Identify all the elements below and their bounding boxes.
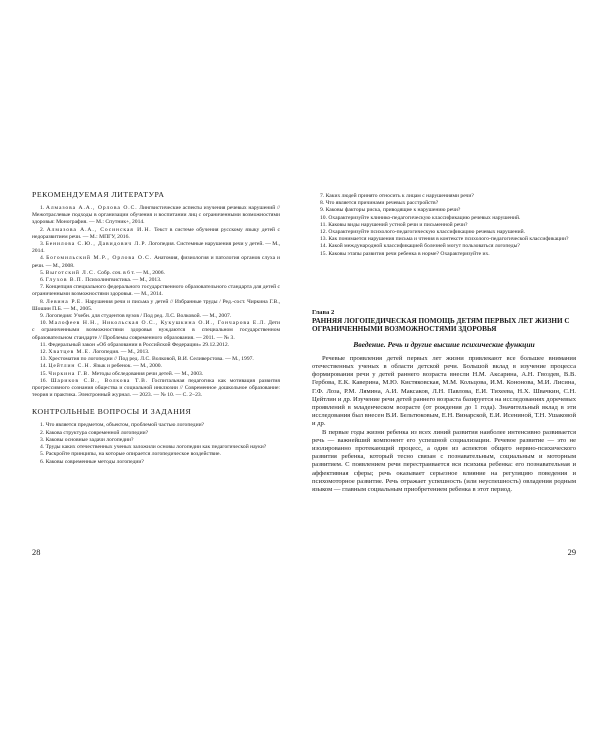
reference-text: Концепция специального федерального государственного образовательного стандарта для детей с ограниченными возможностями здоровья. — М., 2014. — [32, 284, 280, 298]
question-text: Охарактеризуйте психолого-педагогическую классификацию речевых нарушений. — [328, 229, 526, 236]
question-number: 9. — [320, 207, 326, 214]
reference-author: Алмазова А.А., Орлова О.С. — [45, 205, 138, 211]
reference-text: Логопедия. — М., 2013. — [91, 349, 150, 356]
right-questions-column — [312, 193, 576, 258]
reference-number: 13. — [40, 356, 49, 363]
reference-text: Хрестоматия по логопедии // Под ред. Л.С. Волковой, В.И. Селиверстова. — М., 1997. — [48, 356, 254, 363]
question-text: Какой международной классификацией болезней могут пользоваться логопеды? — [328, 243, 520, 250]
question-item — [312, 222, 576, 229]
reference-author: Чиркина Г.В. — [48, 370, 91, 377]
reference-item — [32, 299, 280, 313]
reference-item — [32, 270, 280, 277]
question-text: Каковы факторы риска, приводящие к нарушению речи? — [325, 207, 461, 214]
reference-item — [32, 371, 280, 378]
question-item — [32, 459, 280, 466]
reference-author: Глухов В.П. — [45, 277, 84, 284]
question-number: 15. — [320, 250, 329, 257]
question-number: 11. — [320, 221, 329, 228]
reference-text: Логопедия: Учебн. для студентов вузов / Под ред. Л.С. Волковой. — М., 2007. — [45, 313, 232, 320]
reference-number: 16. — [40, 377, 51, 384]
questions-heading: КОНТРОЛЬНЫЕ ВОПРОСЫ И ЗАДАНИЯ — [32, 407, 192, 417]
reference-number: 2. — [40, 226, 47, 233]
question-item — [312, 207, 576, 214]
question-item — [32, 430, 280, 437]
question-text: Охарактеризуйте клинико-педагогическую классификацию речевых нарушений. — [328, 214, 521, 221]
left-column — [32, 190, 280, 466]
reference-text: Дети с ограниченными возможностями здоровья нуждаются в специальном государственном образовательном стандарте // Проблемы современного образования. — 2011. — № 3. — [32, 320, 280, 341]
reference-item — [32, 363, 280, 370]
reference-text: Логопедия. Системные нарушения речи у детей. — М., 2014. — [32, 241, 280, 255]
reference-item — [32, 227, 280, 241]
question-item — [312, 251, 576, 258]
reference-author: Бенилова С.Ю., Давидович Л.Р. — [45, 241, 148, 248]
reference-number: 4. — [40, 255, 47, 262]
question-number: 14. — [320, 243, 329, 250]
question-item — [312, 243, 576, 250]
question-text: Труды каких отечественных ученых заложили основы логопедии как педагогической науки? — [45, 444, 267, 451]
reference-item — [32, 241, 280, 255]
chapter-block — [312, 309, 576, 494]
reference-number: 6. — [40, 277, 46, 284]
reference-number: 14. — [40, 363, 49, 370]
question-text: Что является предметом, объектом, проблемой частью логопедии? — [45, 422, 205, 429]
question-text: Каковы современные методы логопедии? — [45, 458, 144, 465]
references-list — [32, 205, 280, 399]
reference-text: Психолингвистика. — М., 2013. — [83, 277, 162, 284]
question-number: 8. — [320, 200, 326, 207]
question-item — [32, 451, 280, 458]
question-number: 13. — [320, 236, 329, 243]
reference-text: Федеральный закон «Об образовании в Российской Федерации» 29.12.2012. — [48, 341, 230, 348]
reference-author: Выготский Л.С. — [45, 269, 96, 276]
reference-number: 11. — [40, 341, 49, 348]
question-text: Что является причинами речевых расстройств? — [325, 200, 439, 207]
references-heading: РЕКОМЕНДУЕМАЯ ЛИТЕРАТУРА — [32, 190, 165, 199]
reference-item — [32, 378, 280, 400]
reference-text: Текст в системе обучения русскому языку детей с недоразвитием речи. — М.: МПГУ, 2016. — [32, 226, 281, 240]
reference-number: 1. — [40, 205, 46, 211]
reference-item — [32, 205, 280, 227]
question-number: 6. — [40, 458, 46, 465]
reference-number: 12. — [40, 349, 49, 356]
reference-number: 8. — [40, 298, 46, 305]
reference-text: Нарушения речи и письма у детей // Избранные труды / Ред.-сост. Чиркина Г.В., Шошин П.Б. — М., 2005. — [32, 298, 280, 312]
chapter-title: РАННЯЯ ЛОГОПЕДИЧЕСКАЯ ПОМОЩЬ ДЕТЯМ ПЕРВЫХ ЛЕТ ЖИЗНИ С ОГРАНИЧЕННЫМИ ВОЗМОЖНОСТЯМИ ЗДОРОВЬЯ — [312, 317, 570, 334]
question-number: 5. — [40, 451, 46, 458]
question-number: 1. — [40, 422, 46, 429]
reference-author: Хватцев М.Е. — [48, 349, 92, 356]
question-text: Как понимается нарушения письма и чтения в контексте психолого-педагогической классификации? — [328, 236, 569, 243]
questions-list-right — [312, 193, 576, 258]
reference-author: Цейтлин С.Н. — [48, 363, 92, 370]
question-text: Каких людей принято относить к лицам с нарушениями речи? — [325, 193, 474, 199]
question-item — [312, 215, 576, 222]
reference-number: 15. — [40, 370, 49, 377]
question-number: 3. — [40, 436, 46, 443]
reference-item — [32, 284, 280, 298]
question-text: Каковы виды нарушений устной речи и письменной речи? — [328, 221, 468, 228]
question-text: Каковы этапы развития речи ребенка в норме? Охарактеризуйте их. — [328, 250, 490, 257]
question-number: 7. — [320, 193, 326, 199]
question-text: Раскройте принципы, на которые опирается логопедическое воздействие. — [45, 451, 221, 458]
reference-number: 7. — [40, 284, 46, 291]
body-text — [312, 355, 576, 494]
reference-text: Язык и ребенок. — М., 2000. — [91, 363, 162, 370]
reference-text: Собр. соч. в 6 т. — М., 2006. — [95, 269, 165, 276]
reference-item — [32, 342, 280, 349]
reference-number: 10. — [40, 320, 49, 327]
page-number-left: 28 — [32, 548, 41, 557]
question-number: 10. — [320, 214, 329, 221]
body-paragraph: Речевые проявления детей первых лет жизни привлекают все большее внимания отечественных ученых в области детской речи. Большой вклад в изучение процесса формирования речи у детей раннего возраста внесли Н.М. Аксарина, А.Н. Гвоздев, В.В. Гербова, Е.К. Каверина, М.Ю. Кистяковская, М.М. Кольцова, И.М. Кононова, М.И. Лисина, Г.Ф. Лоза, Р.М. Лямина, А.И. Максаков, Л.Н. Павлова, Е.И. Тихеева, Н.Х. Швачкин, С.Н. Цейтлин и др. Изучение речи детей раннего возраста базируется на исследованиях доречевых проявлений в младенческом возрасте (от рождения до 1 года). Значительный вклад в эти исследования был внесен В.И. Бельтюковым, Е.Н. Винарской, Е.И. Исениной, Т.Н. Ушаковой и др. — [312, 354, 577, 428]
reference-item — [32, 320, 280, 342]
questions-list-left — [32, 422, 280, 465]
reference-number: 3. — [40, 241, 46, 248]
question-text: Каковы основные задачи логопедии? — [45, 436, 134, 443]
reference-text: Методы обследования речи детей. — М., 2003. — [90, 370, 204, 377]
reference-text: Анатомия, физиология и патология органов слуха и речи. — М., 2008. — [32, 255, 280, 269]
reference-author: Шариков С.В., Волкова Т.В. — [50, 377, 148, 384]
question-item — [32, 437, 280, 444]
reference-author: Алмазова А.А., Сосинская И.Н. — [46, 226, 152, 233]
question-item — [32, 422, 280, 429]
reference-author: Левина Р.Е. — [45, 298, 84, 305]
question-text: Какова структура современной логопедии? — [45, 429, 149, 436]
right-page — [300, 0, 600, 750]
reference-text: Госпитальная педагогика как мотивация развития прогрессивного сознания общества и социальной инклюзии // Современное дошкольное образование: теория и практика. Электронный журнал. — 2023. — № 10. — С. 2−23. — [32, 377, 280, 399]
section-title: Введение. Речь и другие высшие психические функции — [353, 339, 535, 349]
question-number: 2. — [40, 429, 46, 436]
page-number-right: 29 — [567, 548, 576, 557]
reference-author: Богомильский М.Р., Орлова О.С. — [46, 255, 153, 262]
question-number: 4. — [40, 444, 46, 451]
reference-number: 9. — [40, 313, 46, 320]
reference-number: 5. — [40, 269, 46, 276]
reference-item — [32, 255, 280, 269]
reference-author: Малофеев Н.Н., Никольская О.С., Кукушкина О.И., Гончарова Е.Л. — [48, 320, 267, 327]
questions-block — [32, 407, 280, 465]
reference-text: Лингвистические аспекты изучения речевых нарушений // Межотраслевые подходы в организации обучения и воспитании лиц с ограниченными возможностями здоровья: Монография. — М.: Спутник+, 2014. — [32, 205, 280, 226]
body-paragraph: В первые годы жизни ребенка из всех линий развития наиболее интенсивно развивается речь — важнейший компонент его успешной социализации. Речевое развитие — это не изолированно протекающий процесс, а один из аспектов общего нервно-психического развития ребенка, который тесно связан с познавательным, социальным и моторным развитием. С появлением речи перестраивается вся психика ребенка: его познавательная и аффективная сферы; речь оказывает серьезное влияние на регуляцию поведения и психомоторное развитие. Речь отражает успешность (или неуспешность) овладения родным языком — главным социальным приобретением ребенка в этот период. — [312, 428, 576, 494]
question-number: 12. — [320, 229, 329, 236]
chapter-label: Глава 2 — [312, 309, 335, 316]
